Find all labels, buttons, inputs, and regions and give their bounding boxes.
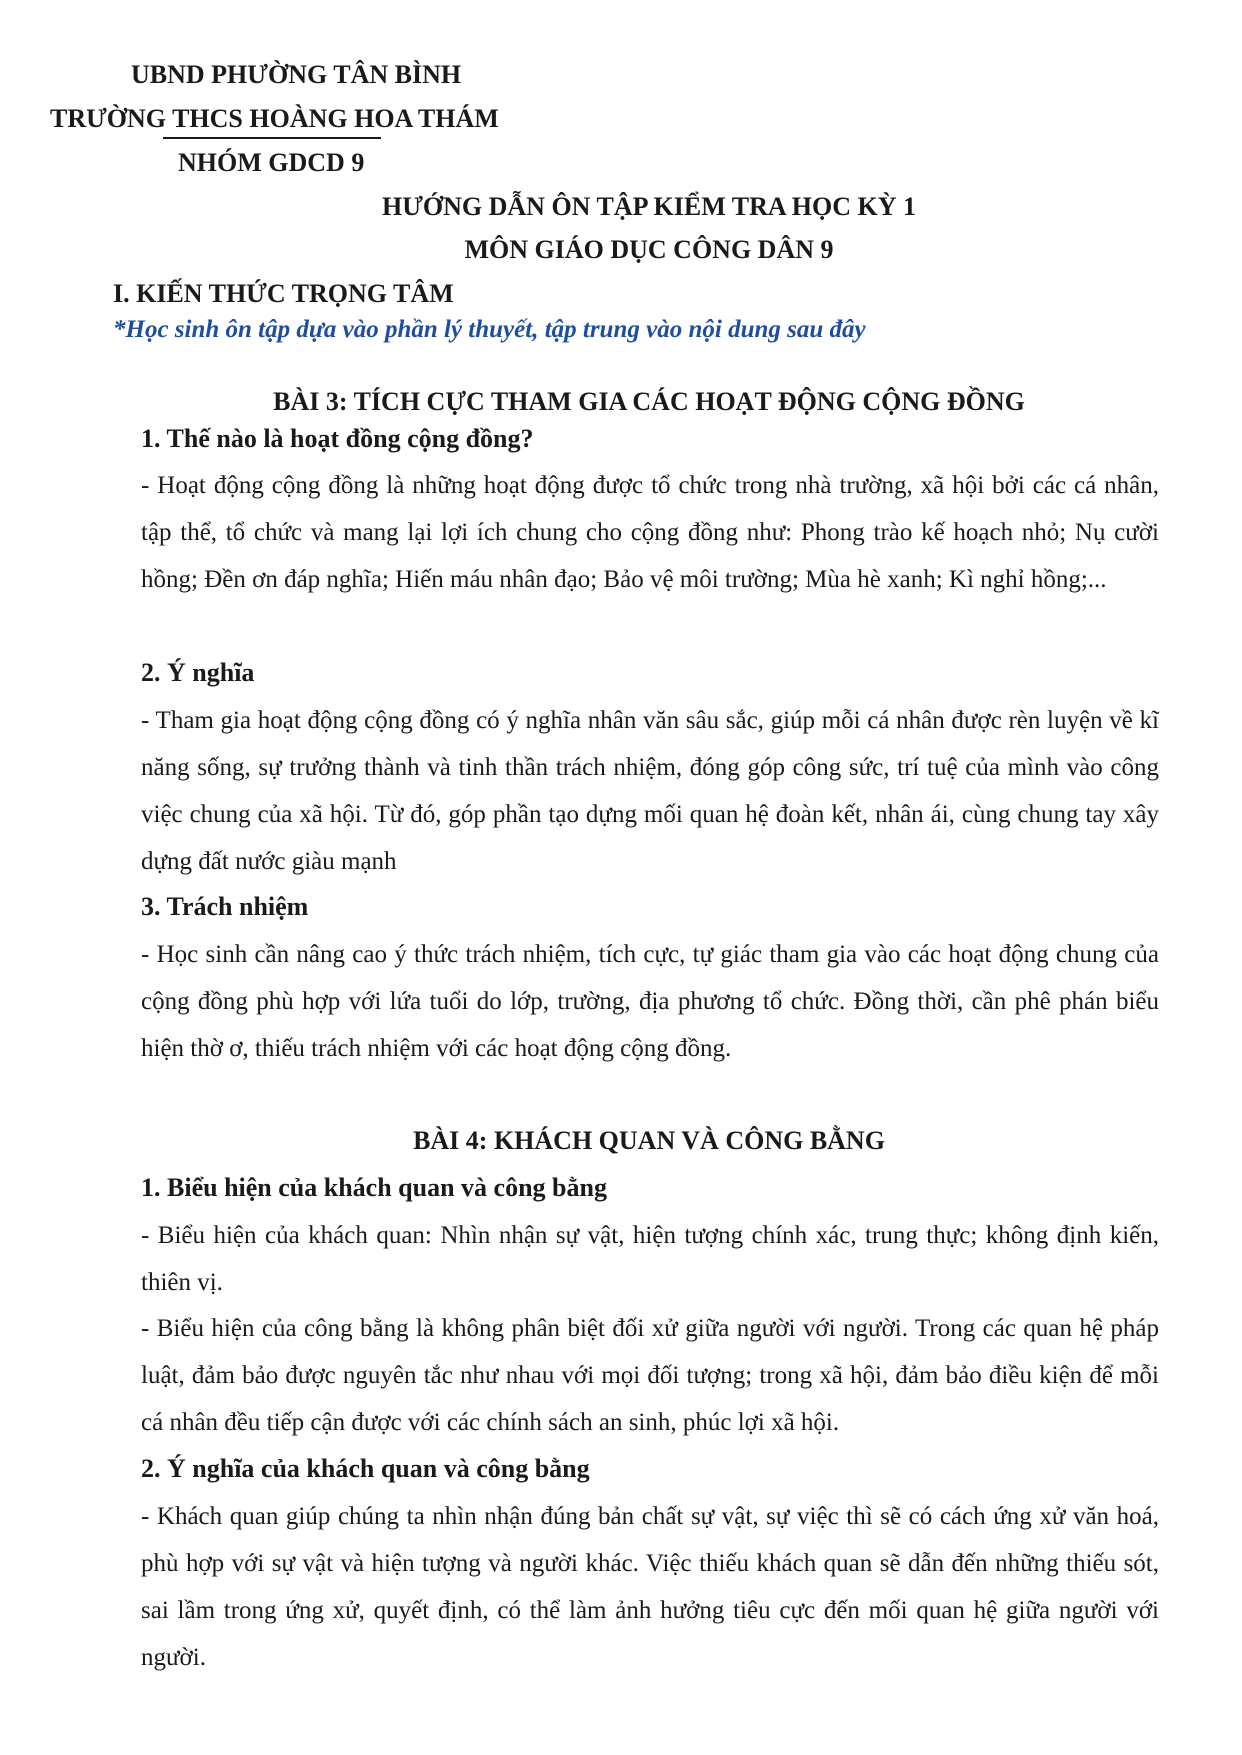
- lesson3-heading-1: 1. Thế nào là hoạt đồng cộng đồng?: [141, 424, 534, 453]
- header-line-3: NHÓM GDCD 9: [178, 148, 365, 177]
- lesson3-paragraph-2: - Tham gia hoạt động cộng đồng có ý nghĩa nhân văn sâu sắc, giúp mỗi cá nhân được rèn luyện về kĩ năng sống, sự trưởng thành và tinh thần trách nhiệm, đóng góp công sức, trí tuệ của mình vào công việc chung của xã hội. Từ đó, góp phần tạo dựng mối quan hệ đoàn kết, nhân ái, cùng chung tay xây dựng đất nước giàu mạnh: [141, 707, 1159, 875]
- header-underline: [163, 137, 381, 139]
- lesson4-paragraph-1: - Biểu hiện của khách quan: Nhìn nhận sự vật, hiện tượng chính xác, trung thực; không định kiến, thiên vị.: [141, 1222, 1159, 1296]
- lesson4-paragraph-3: - Khách quan giúp chúng ta nhìn nhận đúng bản chất sự vật, sự việc thì sẽ có cách ứng xử văn hoá, phù hợp với sự vật và hiện tượng và người khác. Việc thiếu khách quan sẽ dẫn đến những thiếu sót, sai lầm trong ứng xử, quyết định, có thể làm ảnh hưởng tiêu cực đến mối quan hệ giữa người với người.: [141, 1503, 1159, 1671]
- lesson3-heading-3: 3. Trách nhiệm: [141, 892, 309, 921]
- lesson4-heading-2: 2. Ý nghĩa của khách quan và công bằng: [141, 1454, 590, 1483]
- lesson3-title: BÀI 3: TÍCH CỰC THAM GIA CÁC HOẠT ĐỘNG CỘNG ĐỒNG: [273, 387, 1025, 416]
- doc-title-line-2: MÔN GIÁO DỤC CÔNG DÂN 9: [464, 235, 834, 264]
- header-line-1: UBND PHƯỜNG TÂN BÌNH: [131, 60, 462, 89]
- section-heading: I. KIẾN THỨC TRỌNG TÂM: [113, 279, 454, 308]
- lesson3-heading-2: 2. Ý nghĩa: [141, 658, 255, 687]
- lesson3-paragraph-3: - Học sinh cần nâng cao ý thức trách nhiệm, tích cực, tự giác tham gia vào các hoạt động chung của cộng đồng phù hợp với lứa tuổi do lớp, trường, địa phương tổ chức. Đồng thời, cần phê phán biểu hiện thờ ơ, thiếu trách nhiệm với các hoạt động cộng đồng.: [141, 941, 1159, 1062]
- lesson3-paragraph-1: - Hoạt động cộng đồng là những hoạt động được tổ chức trong nhà trường, xã hội bởi các cá nhân, tập thể, tổ chức và mang lại lợi ích chung cho cộng đồng như: Phong trào kế hoạch nhỏ; Nụ cười hồng; Đền ơn đáp nghĩa; Hiến máu nhân đạo; Bảo vệ môi trường; Mùa hè xanh; Kì nghỉ hồng;...: [141, 472, 1159, 593]
- lesson4-heading-1: 1. Biểu hiện của khách quan và công bằng: [141, 1173, 607, 1202]
- lesson4-paragraph-2: - Biểu hiện của công bằng là không phân biệt đối xử giữa người với người. Trong các quan hệ pháp luật, đảm bảo được nguyên tắc như nhau với mọi đối tượng; trong xã hội, đảm bảo điều kiện để mỗi cá nhân đều tiếp cận được với các chính sách an sinh, phúc lợi xã hội.: [141, 1315, 1159, 1436]
- lesson4-title: BÀI 4: KHÁCH QUAN VÀ CÔNG BẰNG: [413, 1126, 885, 1155]
- header-line-2: TRƯỜNG THCS HOÀNG HOA THÁM: [50, 104, 499, 133]
- doc-title-line-1: HƯỚNG DẪN ÔN TẬP KIỂM TRA HỌC KỲ 1: [381, 192, 916, 221]
- study-note: *Học sinh ôn tập dựa vào phần lý thuyết, tập trung vào nội dung sau đây: [113, 316, 866, 343]
